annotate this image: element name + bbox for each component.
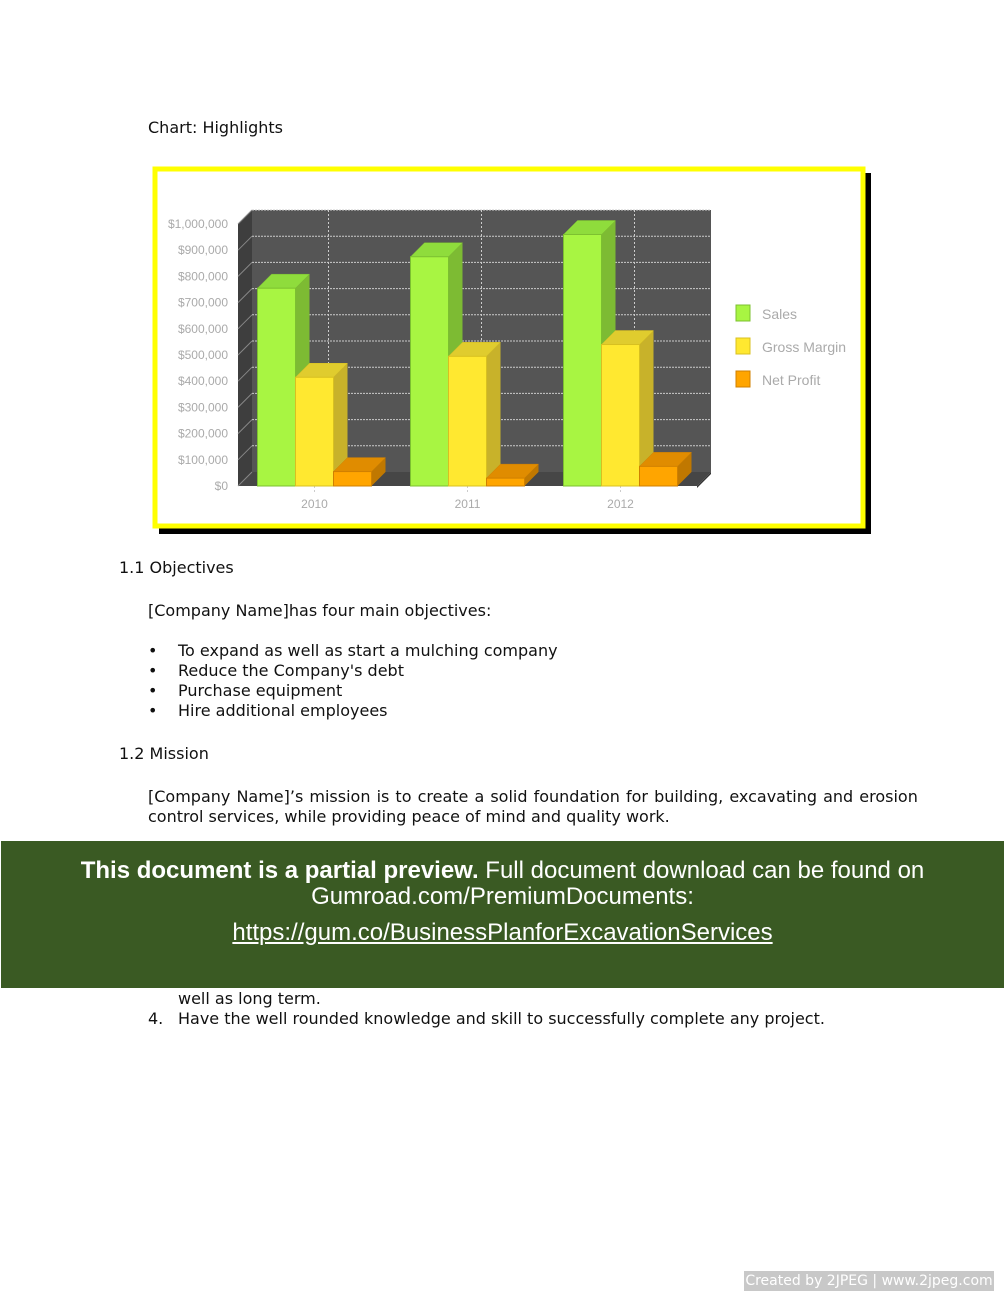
legend-swatch-gross-margin [736,338,750,354]
list-number: 4. [148,1009,164,1028]
list-item: To expand as well as start a mulching company [178,641,558,660]
mission-heading: 1.2 Mission [119,744,209,763]
bar-front [487,478,525,486]
bullet-icon: • [148,701,158,720]
y-tick-label: $600,000 [177,321,228,336]
y-tick-label: $700,000 [177,295,228,310]
x-tick-label: 2011 [454,497,481,511]
watermark: Created by 2JPEG | www.2jpeg.com [745,1273,993,1289]
objectives-heading: 1.1 Objectives [119,558,234,577]
mission-text-line1: [Company Name]’s mission is to create a solid foundation for building, excavating and erosion [148,787,918,806]
x-tick-label: 2012 [607,497,634,511]
y-tick-label: $1,000,000 [167,217,228,231]
list-item: Reduce the Company's debt [178,661,404,680]
bullet-icon: • [148,681,158,700]
bar-front [296,377,334,486]
banner-text: Full document download can be found on [478,857,925,884]
download-link[interactable]: https://gum.co/BusinessPlanforExcavationServices [232,919,773,946]
banner-text-line2: Gumroad.com/PremiumDocuments: [311,883,694,910]
bar-front [602,345,640,486]
bullet-icon: • [148,661,158,680]
legend-swatch-sales [736,305,750,321]
y-tick-label: $0 [214,479,228,493]
bullet-icon: • [148,641,158,660]
y-tick-label: $400,000 [177,374,228,389]
legend-label: Net Profit [762,372,821,388]
bar-gross-margin-2011 [449,342,501,486]
x-tick-label: 2010 [301,497,328,511]
banner-bold-text: This document is a partial preview. [80,857,479,884]
y-tick-label: $100,000 [177,452,228,467]
chart-caption: Chart: Highlights [148,118,284,137]
list-item: Hire additional employees [178,701,388,720]
bar-front [411,257,449,486]
objectives-intro: [Company Name]has four main objectives: [148,601,492,620]
list-item: Purchase equipment [178,681,343,700]
y-tick-label: $200,000 [177,426,228,441]
legend-label: Sales [762,306,798,322]
list-continuation: well as long term. [178,989,321,1008]
mission-text-line2: control services, while providing peace of mind and quality work. [148,807,670,826]
bar-front [334,472,372,486]
y-tick-label: $500,000 [177,348,228,362]
list-item: Have the well rounded knowledge and skill to successfully complete any project. [178,1009,825,1028]
highlights-chart [150,165,875,540]
y-tick-label: $800,000 [177,269,228,284]
bar-side [487,342,501,486]
preview-banner [1,841,1004,988]
y-tick-label: $300,000 [177,400,228,415]
y-tick-label: $900,000 [177,243,228,258]
legend-label: Gross Margin [762,339,847,355]
bar-front [640,466,678,486]
bar-front [449,356,487,486]
legend-swatch-net-profit [736,371,750,387]
bar-front [564,234,602,486]
bar-front [258,288,296,486]
